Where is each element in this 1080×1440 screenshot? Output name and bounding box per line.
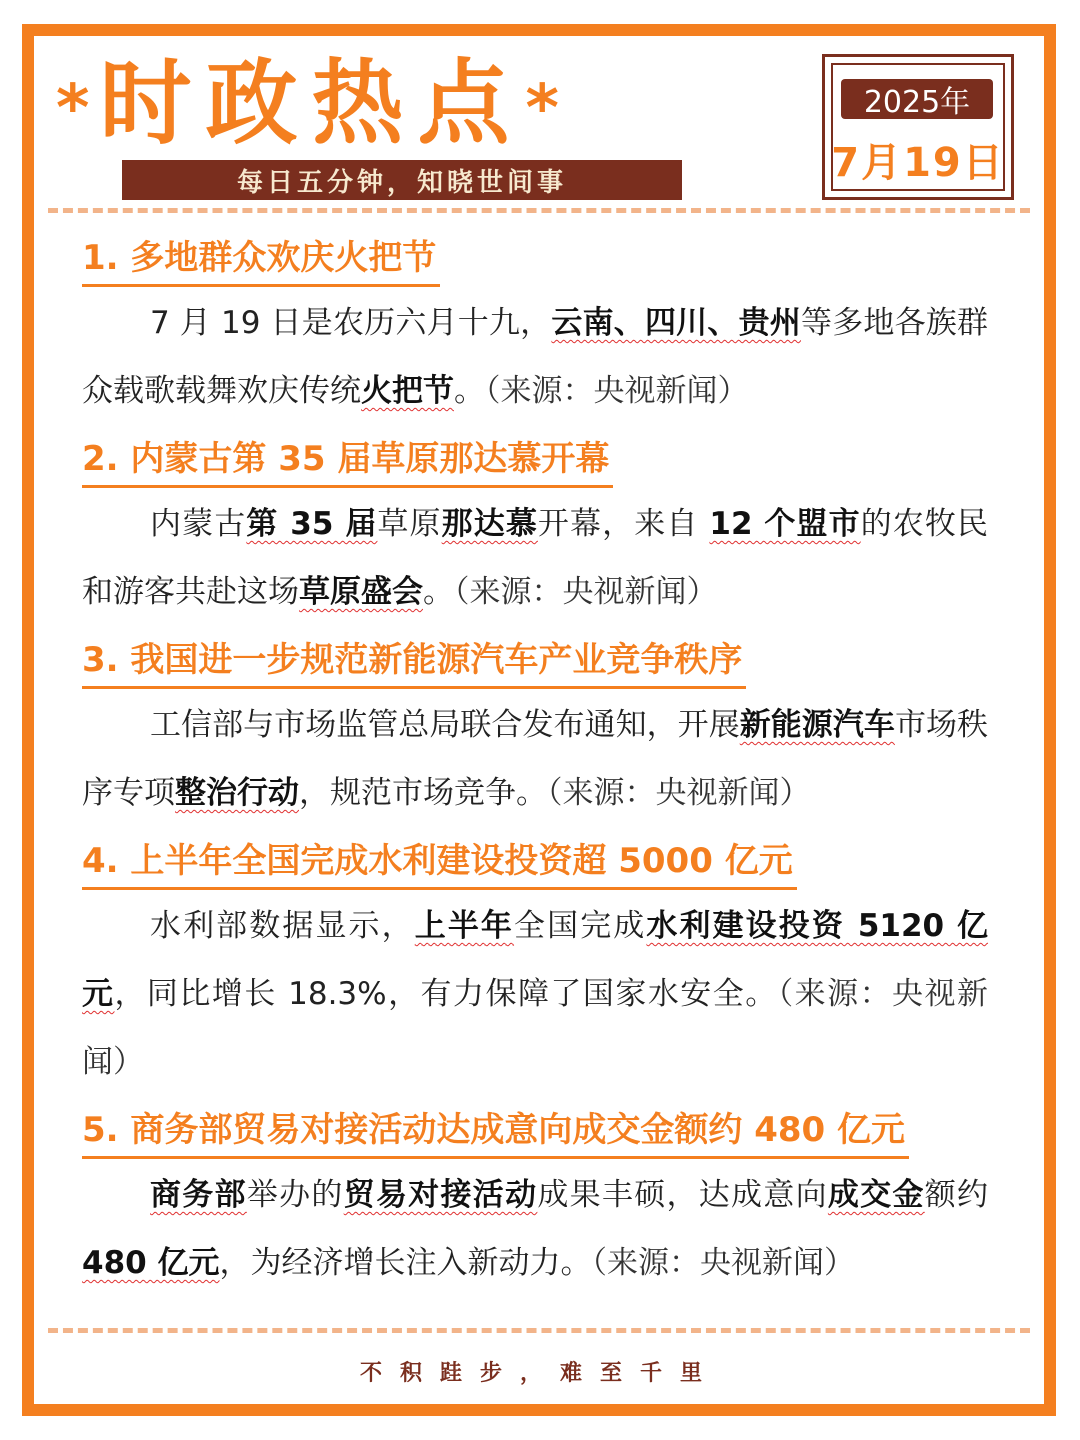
news-source: （来源：央视新闻）: [591, 1245, 856, 1281]
top-divider: [48, 208, 1030, 213]
tagline-banner: 每日五分钟，知晓世间事: [122, 160, 682, 200]
news-item: [82, 831, 988, 1096]
body-text: 成果丰硕，达成意向: [537, 1177, 828, 1213]
highlight-keyword: 商务部: [150, 1177, 247, 1213]
news-source: （来源：央视新闻）: [454, 574, 718, 610]
news-item-title: 2. 内蒙古第 35 届草原那达慕开幕: [82, 433, 613, 488]
body-text: 开幕，来自: [537, 506, 710, 542]
news-source: （来源：央视新闻）: [547, 775, 811, 811]
news-source: （来源：央视新闻）: [485, 373, 749, 409]
news-item-body: [82, 691, 988, 827]
date-day: 7月19日: [831, 140, 1005, 186]
body-text: 举办的: [246, 1177, 344, 1213]
body-text: 水利部数据显示，: [150, 908, 415, 944]
body-text: 工信部与市场监管总局联合发布通知，开展: [150, 707, 740, 743]
body-text: 全国完成: [514, 908, 647, 944]
news-item: [82, 1100, 988, 1297]
body-text: 的农牧民和游客共赴这场: [82, 506, 988, 610]
star-right-icon: *: [525, 72, 559, 146]
highlight-keyword: 那达慕: [441, 506, 538, 542]
news-item: [82, 228, 988, 425]
body-text: 7 月 19 日是农历六月十九，: [150, 305, 552, 341]
highlight-keyword: 成交金: [827, 1177, 925, 1213]
highlight-keyword: 上半年: [414, 908, 515, 944]
date-year: 2025年: [841, 79, 993, 119]
news-item-title: 1. 多地群众欢庆火把节: [82, 232, 440, 287]
news-item-title: 5. 商务部贸易对接活动达成意向成交金额约 480 亿元: [82, 1104, 909, 1159]
news-item-body: [82, 892, 988, 1096]
highlight-keyword: 480 亿元: [82, 1245, 220, 1281]
footer-motto: 不积跬步，难至千里: [359, 1361, 720, 1386]
body-text: ，同比增长 18.3%，有力保障了国家水安全。: [114, 976, 778, 1012]
highlight-keyword: 草原盛会: [299, 574, 423, 610]
news-item-body: [82, 1161, 988, 1297]
header-title: [56, 48, 559, 160]
body-text: 等多地各族群众载歌载舞欢庆传统: [82, 305, 989, 409]
highlight-keyword: 贸易对接活动: [343, 1177, 538, 1213]
news-source: （来源：央视新闻）: [82, 976, 988, 1080]
body-text: ，为经济增长注入新动力。: [219, 1245, 592, 1281]
highlight-keyword: 云南、四川、贵州: [551, 305, 801, 341]
news-item-title: 4. 上半年全国完成水利建设投资超 5000 亿元: [82, 835, 797, 890]
news-item: [82, 630, 988, 827]
news-item-body: [82, 289, 988, 425]
page-title: 时政热点: [99, 50, 524, 157]
news-item: [82, 429, 988, 626]
body-text: 。: [423, 574, 454, 610]
body-text: 额约: [924, 1177, 989, 1213]
highlight-keyword: 第 35 届: [246, 506, 378, 542]
news-item-body: [82, 490, 988, 626]
date-badge: [822, 54, 1014, 200]
star-left-icon: *: [56, 72, 90, 146]
highlight-keyword: 新能源汽车: [739, 707, 895, 743]
news-list: [82, 228, 988, 1301]
bottom-divider: [48, 1328, 1030, 1333]
body-text: 市场秩序专项: [82, 707, 989, 811]
body-text: ，规范市场竞争。: [299, 775, 547, 811]
highlight-keyword: 整治行动: [175, 775, 299, 811]
news-item-title: 3. 我国进一步规范新能源汽车产业竞争秩序: [82, 634, 746, 689]
body-text: 内蒙古: [150, 506, 247, 542]
highlight-keyword: 火把节: [361, 373, 454, 409]
body-text: 草原: [377, 506, 442, 542]
highlight-keyword: 水利建设投资 5120 亿元: [82, 908, 989, 1012]
highlight-keyword: 12 个盟市: [709, 506, 861, 542]
body-text: 。: [454, 373, 485, 409]
